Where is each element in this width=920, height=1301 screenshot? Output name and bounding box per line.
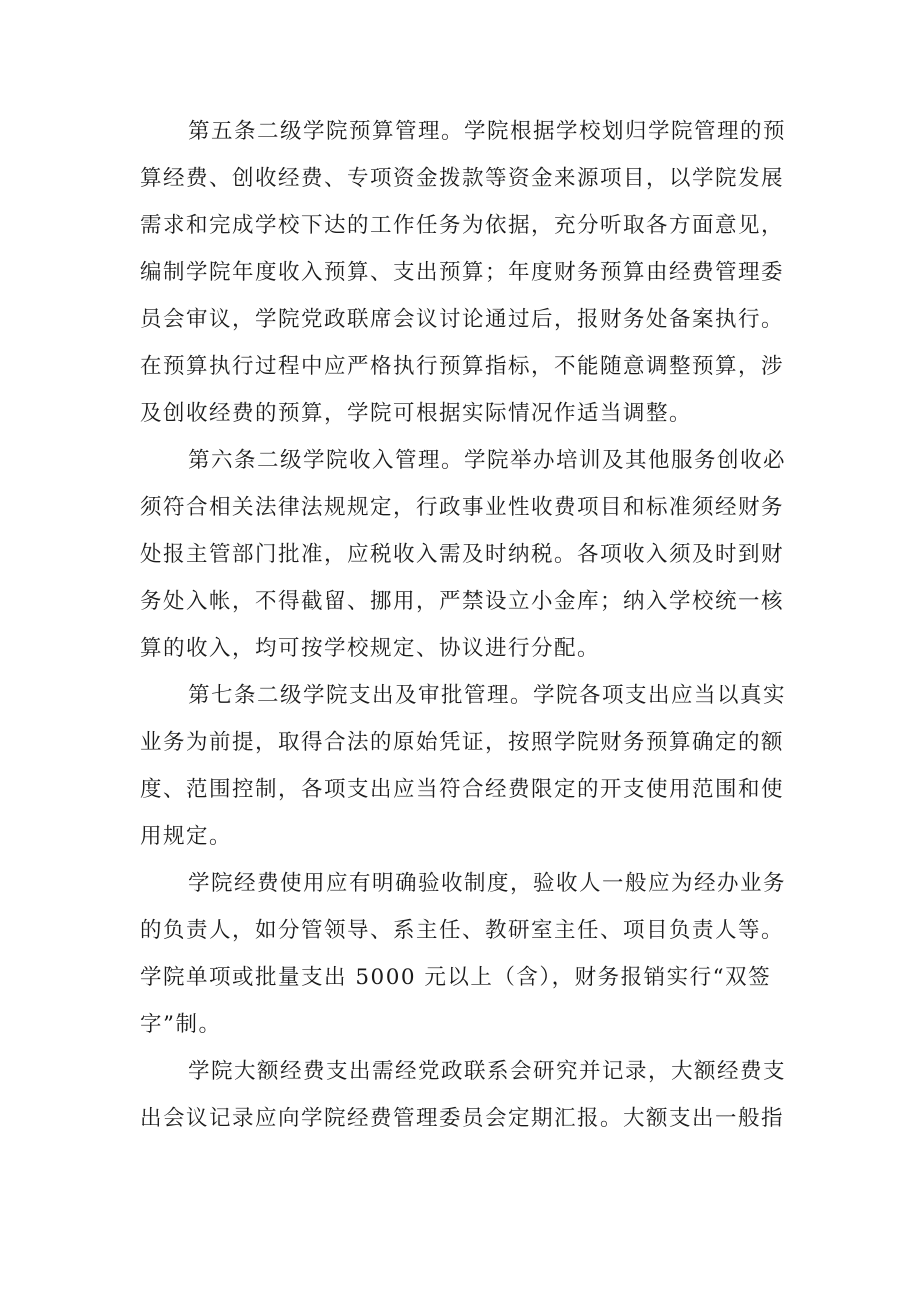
paragraph-article-7 [140,672,790,860]
text-line: 在预算执行过程中应严格执行预算指标，不能随意调整预算，涉 [140,354,785,379]
text-line: 第六条二级学院收入管理。学院举办培训及其他服务创收必 [188,448,787,473]
text-line: 学院经费使用应有明确验收制度，验收人一般应为经办业务 [188,871,787,896]
text-line: 业务为前提，取得合法的原始凭证，按照学院财务预算确定的额 [140,730,785,755]
text-line: 字”制。 [140,1012,222,1037]
text-line: 度、范围控制，各项支出应当符合经费限定的开支使用范围和使 [140,777,785,802]
text-line: 第五条二级学院预算管理。学院根据学校划归学院管理的预 [188,119,787,144]
text-line: 须符合相关法律法规规定，行政事业性收费项目和标准须经财务 [140,495,785,520]
paragraph-article-6 [140,437,790,672]
text-line: 及创收经费的预算，学院可根据实际情况作适当调整。 [140,401,693,426]
text-line: 的负责人，如分管领导、系主任、教研室主任、项目负责人等。 [140,918,785,943]
text-line: 处报主管部门批准，应税收入需及时纳税。各项收入须及时到财 [140,542,785,567]
paragraph-large-expenditure [140,1048,790,1142]
document-page [140,108,790,1142]
text-line: 员会审议，学院党政联席会议讨论通过后，报财务处备案执行。 [140,307,785,332]
text-line: 第七条二级学院支出及审批管理。学院各项支出应当以真实 [188,683,787,708]
text-line: 学院大额经费支出需经党政联系会研究并记录，大额经费支 [188,1059,787,1084]
text-line: 算的收入，均可按学校规定、协议进行分配。 [140,636,601,661]
text-line: 编制学院年度收入预算、支出预算；年度财务预算由经费管理委 [140,260,785,285]
text-line: 需求和完成学校下达的工作任务为依据，充分听取各方面意见， [140,213,785,238]
text-line: 算经费、创收经费、专项资金拨款等资金来源项目，以学院发展 [140,166,785,191]
text-line: 学院单项或批量支出 5000 元以上（含），财务报销实行“双签 [140,965,772,990]
paragraph-acceptance [140,860,790,1048]
text-line: 用规定。 [140,824,233,849]
paragraph-article-5 [140,108,790,437]
text-line: 务处入帐，不得截留、挪用，严禁设立小金库；纳入学校统一核 [140,589,785,614]
text-line: 出会议记录应向学院经费管理委员会定期汇报。大额支出一般指 [140,1106,785,1131]
